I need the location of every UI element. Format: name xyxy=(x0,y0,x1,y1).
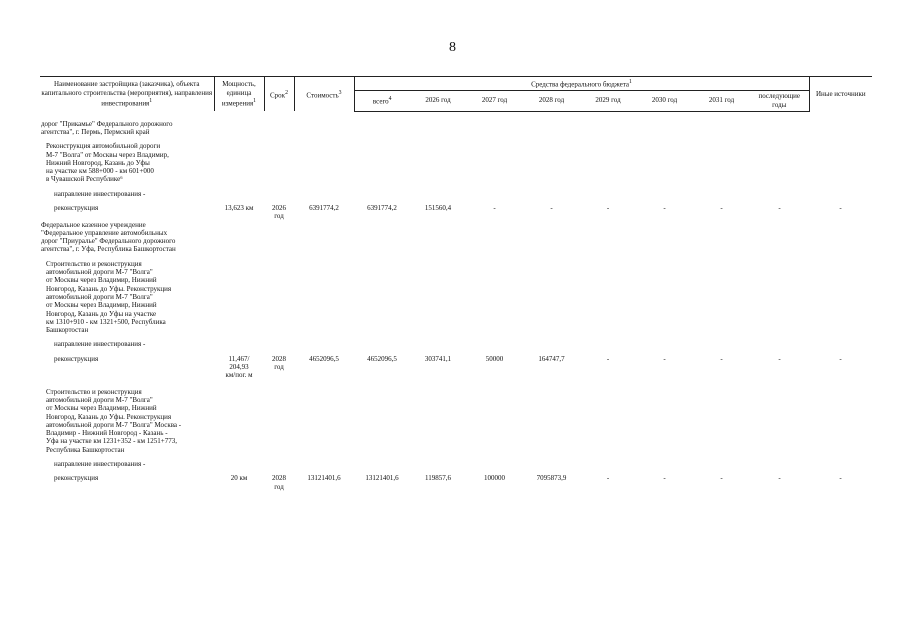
table-row xyxy=(40,474,872,491)
total-cell: 13121401,6 xyxy=(365,474,399,483)
other-sources-cell: - xyxy=(839,354,842,363)
header-year-2031: 2031 год xyxy=(693,90,750,111)
year-2026-cell: 303741,1 xyxy=(424,354,452,363)
object-name-cell: Строительство и реконструкция автомобильной дороги М-7 "Волга" от Москвы через Владимир, Нижний Новгород, Казань до Уфы. Реконструкция автомобильной дороги М-7 "Волга" Москва - Владимир - Нижний Новгород - Казань - Уфа на участке км 1231+352 - км 1251+773, Республика Башкортостан xyxy=(46,387,182,454)
header-year-2028: 2028 год xyxy=(523,90,580,111)
table-row xyxy=(40,111,872,142)
cost-cell: 6391774,2 xyxy=(309,204,339,212)
capacity-cell: 13,623 км xyxy=(224,204,254,212)
header-total: всего$^4$ xyxy=(354,90,410,111)
year-2030-cell: - xyxy=(663,354,666,363)
direction-value-cell: реконструкция xyxy=(54,204,99,212)
header-year-2030: 2030 год xyxy=(636,90,693,111)
table-row xyxy=(40,355,872,388)
year-2031-cell: - xyxy=(720,474,723,483)
header-other-sources: Иные источники xyxy=(809,77,872,112)
capacity-cell: 11,467/ 204,93 км/пог. м xyxy=(225,354,253,380)
header-capacity: Мощность, единица измерения$^1$ xyxy=(214,77,264,112)
term-cell: 2028 год xyxy=(272,354,286,372)
table-row xyxy=(40,142,872,189)
table-row xyxy=(40,221,872,260)
object-name-cell: Строительство и реконструкция автомобильной дороги М-7 "Волга" от Москвы через Владимир, Нижний Новгород, Казань до Уфы. Реконструкция автомобильной дороги М-7 "Волга" от Москвы через Владимир, Нижний Новгород, Казань до Уфы на участке км 1310+910 - км 1321+500, Республика Башкортостан xyxy=(46,259,172,335)
year-2031-cell: - xyxy=(720,354,723,363)
customer-name-cell: Федеральное казенное учреждение "Федеральное управление автомобильных дорог "Приуралье" Федерального дорожного агентства", г. Уфа, Республика Башкортостан xyxy=(41,220,176,254)
page-number: 8 xyxy=(449,40,456,55)
table-row xyxy=(40,204,872,221)
year-2029-cell: - xyxy=(606,474,610,483)
capacity-cell: 20 км xyxy=(230,474,248,483)
investment-direction-cell: направление инвестирования - xyxy=(54,340,146,349)
table-body xyxy=(40,111,872,491)
year-2029-cell: - xyxy=(606,354,610,363)
cost-cell: 13121401,6 xyxy=(307,474,341,483)
header-cost: Стоимость$^3$ xyxy=(294,77,354,112)
total-cell: 4652096,5 xyxy=(367,354,397,363)
year-2026-cell: 119857,6 xyxy=(425,474,451,483)
direction-value-cell: реконструкция xyxy=(54,474,99,483)
term-cell: 2028 год xyxy=(272,474,286,491)
year-2031-cell: - xyxy=(720,204,723,212)
year-2028-cell: - xyxy=(550,204,553,212)
table-row xyxy=(40,340,872,354)
other-sources-cell: - xyxy=(839,474,842,483)
table-row xyxy=(40,460,872,474)
year-2030-cell: - xyxy=(663,204,666,212)
investment-direction-cell: направление инвестирования - xyxy=(54,189,146,198)
header-year-2029: 2029 год xyxy=(580,90,636,111)
year-2030-cell: - xyxy=(663,474,666,483)
header-year-2026: 2026 год xyxy=(410,90,466,111)
object-name-cell: Реконструкция автомобильной дороги М-7 "Волга" от Москвы через Владимир, Нижний Новгород, Казань до Уфы на участке км 588+000 - км 601+000 в Чувашской Республике⁶ xyxy=(46,142,169,184)
header-name: Наименование застройщика (заказчика), объекта капитального строительства (мероприятия), направления инвестирования$^1$ xyxy=(40,77,214,112)
other-sources-cell: - xyxy=(839,204,842,212)
header-term: Срок$^2$ xyxy=(264,77,294,112)
header-later-years: последующие годы xyxy=(750,90,809,111)
header-federal-budget: Средства федерального бюджета$^1$ xyxy=(354,77,809,91)
investment-direction-cell: направление инвестирования - xyxy=(54,460,146,469)
year-2029-cell: - xyxy=(606,204,610,212)
term-cell: 2026 год xyxy=(272,204,286,221)
table-header xyxy=(40,77,872,112)
header-year-2027: 2027 год xyxy=(466,90,523,111)
direction-value-cell: реконструкция xyxy=(54,354,99,363)
customer-name-cell: дорог "Прикамье" Федерального дорожного агентства", г. Пермь, Пермский край xyxy=(41,119,173,136)
later-years-cell: - xyxy=(778,474,781,483)
later-years-cell: - xyxy=(778,204,781,212)
year-2027-cell: 50000 xyxy=(485,354,504,363)
table-row xyxy=(40,388,872,460)
cost-cell: 4652096,5 xyxy=(309,354,339,363)
year-2028-cell: 7095873,9 xyxy=(536,474,567,483)
year-2028-cell: 164747,7 xyxy=(538,354,565,363)
investment-table xyxy=(40,76,872,491)
later-years-cell: - xyxy=(778,354,781,363)
table-row xyxy=(40,260,872,341)
table-row xyxy=(40,190,872,204)
year-2027-cell: - xyxy=(493,204,496,212)
total-cell: 6391774,2 xyxy=(367,204,397,212)
year-2027-cell: 100000 xyxy=(484,474,505,483)
investment-table-sheet xyxy=(40,76,872,491)
year-2026-cell: 151560,4 xyxy=(424,204,452,212)
